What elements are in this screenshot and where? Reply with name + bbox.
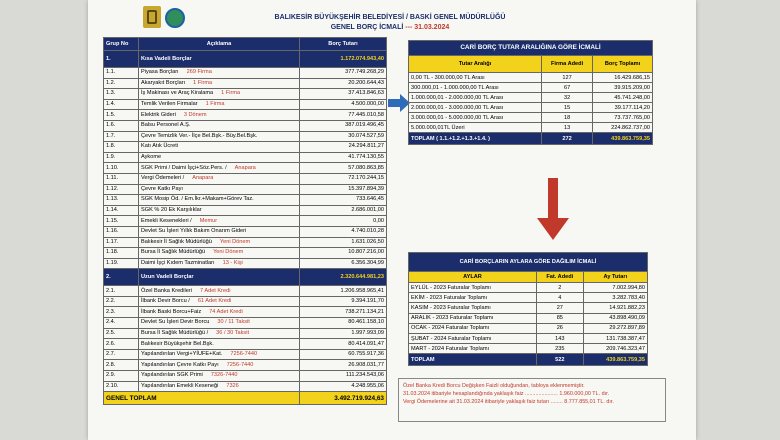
row-desc-text: Aykome bbox=[141, 154, 162, 161]
row-desc-text: Temlik Verilen Firmalar bbox=[141, 101, 198, 108]
row-note bbox=[214, 341, 222, 347]
row-no: 1.4. bbox=[104, 99, 139, 110]
month-count: 26 bbox=[536, 323, 583, 333]
table-row bbox=[104, 205, 387, 216]
row-desc-text: Çevre Katkı Payı bbox=[141, 185, 183, 192]
month-count: 2 bbox=[536, 283, 583, 293]
range-row bbox=[409, 103, 653, 113]
row-no: 1.10. bbox=[104, 163, 139, 174]
note-line-2: 31.03.2024 itibariyle hesaplandığında yaklaşık faiz ...................... bbox=[403, 391, 558, 397]
table-row bbox=[104, 248, 387, 259]
row-desc-text: Akaryakıt Borçları bbox=[141, 79, 186, 86]
range-count: 18 bbox=[542, 113, 593, 123]
row-amount: 60.755.917,36 bbox=[300, 349, 387, 360]
month-row bbox=[409, 313, 648, 323]
month-label: ŞUBAT - 2024 Faturalar Toplamı bbox=[409, 333, 537, 343]
row-description bbox=[139, 68, 300, 79]
header-title: BALIKESİR BÜYÜKŞEHİR BELEDİYESİ / BASKİ GENEL MÜDÜRLÜĞÜ bbox=[274, 14, 506, 21]
document-header bbox=[200, 14, 580, 31]
section-label: Uzun Vadeli Borçlar bbox=[139, 269, 300, 286]
row-description bbox=[139, 286, 300, 297]
row-amount: 0,00 bbox=[300, 216, 387, 227]
row-desc-text: Emekli Keseneklerі / bbox=[141, 217, 192, 224]
month-header-amount: Ay Tutarı bbox=[583, 272, 647, 283]
row-description bbox=[139, 78, 300, 89]
month-total-row bbox=[409, 354, 648, 366]
range-row bbox=[409, 123, 653, 133]
month-label: EYLÜL - 2023 Faturalar Toplamı bbox=[409, 283, 537, 293]
row-desc-text: İş Makinası ve Araç Kiralama bbox=[141, 90, 214, 97]
month-total-amount: 439.863.759,35 bbox=[583, 354, 647, 366]
row-note bbox=[254, 196, 262, 202]
row-note: Anapara bbox=[234, 164, 256, 171]
range-total-amount: 439.863.759,35 bbox=[592, 133, 652, 145]
row-description bbox=[139, 195, 300, 206]
general-debt-table bbox=[103, 37, 387, 405]
row-note: 61 Adet Kredi bbox=[197, 298, 232, 305]
header-subtitle: GENEL BORÇ İCMALİ bbox=[330, 24, 404, 31]
range-label: 3.000.000,01 - 5.000.000,00 TL Arası bbox=[409, 113, 542, 123]
table-row bbox=[104, 328, 387, 339]
row-amount: 1.631.026,50 bbox=[300, 237, 387, 248]
range-total-row bbox=[409, 133, 653, 145]
month-label: EKİM - 2023 Faturalar Toplamı bbox=[409, 293, 537, 303]
row-description bbox=[139, 142, 300, 153]
row-desc-text: Özel Banka Kredileri bbox=[141, 287, 192, 294]
month-amount: 43.898.490,09 bbox=[583, 313, 647, 323]
interest-notes bbox=[398, 378, 666, 422]
row-description bbox=[139, 371, 300, 382]
row-desc-text: Bursa İl Sağlık Müdürlüğü / bbox=[141, 329, 209, 336]
month-row bbox=[409, 344, 648, 354]
row-note: 7326-7440 bbox=[210, 372, 238, 379]
table-row bbox=[104, 142, 387, 153]
month-count: 235 bbox=[536, 344, 583, 354]
month-total-count: 522 bbox=[536, 354, 583, 366]
row-note: 74 Adet Kredi bbox=[209, 308, 243, 315]
table-row bbox=[104, 173, 387, 184]
range-header-row bbox=[409, 56, 653, 73]
row-no: 2.3. bbox=[104, 307, 139, 318]
range-amount: 39.177.114,20 bbox=[592, 103, 652, 113]
range-amount: 39.915.209,00 bbox=[592, 83, 652, 93]
row-description bbox=[139, 339, 300, 350]
row-no: 1.9. bbox=[104, 152, 139, 163]
total-label: GENEL TOPLAM bbox=[104, 392, 300, 405]
header-group-no: Grup No bbox=[104, 38, 139, 51]
note-line-1: Özel Banka Kredi Borcu Değişken Faizli olduğundan, tabloya eklenmemiştir. bbox=[403, 383, 585, 389]
row-desc-text: SGK Mosip Öd. / Em.İkr.+Makam+Görev Taz. bbox=[141, 196, 254, 203]
month-row bbox=[409, 303, 648, 313]
table-row bbox=[104, 371, 387, 382]
row-note: 269 Firma bbox=[186, 69, 212, 76]
range-label: 1.000.000,01 - 2.000.000,00 TL Arası bbox=[409, 93, 542, 103]
row-desc-text: Daimi İşçi Kıdem Tazminatları bbox=[141, 259, 215, 266]
row-description bbox=[139, 216, 300, 227]
note-line-2-value: 1.960.000,00 TL. dır. bbox=[559, 391, 610, 397]
table-row bbox=[104, 131, 387, 142]
row-no: 1.14. bbox=[104, 205, 139, 216]
row-amount: 37.413.846,63 bbox=[300, 89, 387, 100]
row-amount: 1.997.993,09 bbox=[300, 328, 387, 339]
table-row bbox=[104, 286, 387, 297]
range-count: 127 bbox=[542, 73, 593, 83]
section-row bbox=[104, 51, 387, 68]
row-note: Anapara bbox=[192, 175, 214, 182]
row-amount: 24.294.811,27 bbox=[300, 142, 387, 153]
row-description bbox=[139, 328, 300, 339]
row-amount: 72.170.244,15 bbox=[300, 173, 387, 184]
table-row bbox=[104, 195, 387, 206]
month-row bbox=[409, 293, 648, 303]
row-note: 1 Firma bbox=[193, 79, 213, 86]
row-desc-text: Balıkesir Büyükşehir Bel.Bşk. bbox=[141, 340, 214, 347]
row-description bbox=[139, 248, 300, 259]
row-no: 1.15. bbox=[104, 216, 139, 227]
row-description bbox=[139, 205, 300, 216]
month-title-row bbox=[409, 253, 648, 272]
row-note: 7256-7440 bbox=[230, 351, 258, 358]
row-no: 1.13. bbox=[104, 195, 139, 206]
row-note bbox=[246, 228, 254, 234]
range-label: 2.000.000,01 - 3.000.000,00 TL Arası bbox=[409, 103, 542, 113]
row-no: 2.10. bbox=[104, 381, 139, 392]
row-no: 1.3. bbox=[104, 89, 139, 100]
range-label: 0,00 TL - 300.000,00 TL Arası bbox=[409, 73, 542, 83]
row-amount: 9.394.191,70 bbox=[300, 296, 387, 307]
month-amount: 7.002.994,80 bbox=[583, 283, 647, 293]
row-desc-text: Elektrik Gideri bbox=[141, 111, 176, 118]
row-desc-text: SGK % 20 Ek Karşılıklar bbox=[141, 207, 202, 214]
range-amount: 45.741.248,00 bbox=[592, 93, 652, 103]
row-description bbox=[139, 296, 300, 307]
row-desc-text: İlbank Devir Borcu / bbox=[141, 298, 190, 305]
row-note bbox=[161, 154, 169, 160]
range-amount: 73.737.765,00 bbox=[592, 113, 652, 123]
table-row bbox=[104, 163, 387, 174]
month-label: ARALIK - 2023 Faturalar Toplamı bbox=[409, 313, 537, 323]
row-amount: 4.740.010,28 bbox=[300, 226, 387, 237]
row-no: 1.12. bbox=[104, 184, 139, 195]
row-amount: 111.234.543,06 bbox=[300, 371, 387, 382]
arrow-right-icon bbox=[388, 94, 410, 112]
range-label: 5.000.000,01TL Üzeri bbox=[409, 123, 542, 133]
table-row bbox=[104, 296, 387, 307]
range-amount: 224.862.737,00 bbox=[592, 123, 652, 133]
monthly-summary-table bbox=[408, 252, 648, 366]
row-desc-text: Çevre Temizlik Ver.- İlçe Bel.Bşk.- Büy.Bel.Bşk. bbox=[141, 132, 258, 139]
row-desc-text: Devlet Su İşleri Yıllık Bakım Onarım Gideri bbox=[141, 228, 247, 235]
month-count: 27 bbox=[536, 303, 583, 313]
row-amount: 377.749.268,29 bbox=[300, 68, 387, 79]
month-row bbox=[409, 333, 648, 343]
row-no: 2.6. bbox=[104, 339, 139, 350]
row-desc-text: Yapılandırılan Emekli Keseneği bbox=[141, 382, 219, 389]
header-description: Açıklama bbox=[139, 38, 300, 51]
row-description bbox=[139, 163, 300, 174]
row-amount: 20.200.644,43 bbox=[300, 78, 387, 89]
total-amount: 3.492.719.924,63 bbox=[300, 392, 387, 405]
table-row bbox=[104, 78, 387, 89]
range-row bbox=[409, 113, 653, 123]
row-amount: 2.686.001,00 bbox=[300, 205, 387, 216]
row-description bbox=[139, 110, 300, 121]
table-row bbox=[104, 68, 387, 79]
row-description bbox=[139, 152, 300, 163]
month-count: 143 bbox=[536, 333, 583, 343]
row-amount: 80.414.091,47 bbox=[300, 339, 387, 350]
row-desc-text: SGK Primi / Daimi İşçi+Söz.Pers. / bbox=[141, 164, 227, 171]
row-amount: 77.445.010,58 bbox=[300, 110, 387, 121]
row-description bbox=[139, 226, 300, 237]
header-date: --- 31.03.2024 bbox=[405, 24, 450, 31]
row-description bbox=[139, 120, 300, 131]
table-row bbox=[104, 152, 387, 163]
table-row bbox=[104, 381, 387, 392]
row-no: 1.17. bbox=[104, 237, 139, 248]
month-amount: 29.272.897,89 bbox=[583, 323, 647, 333]
month-header-row bbox=[409, 272, 648, 283]
section-no: 1. bbox=[104, 51, 139, 68]
baski-logo bbox=[143, 6, 161, 28]
row-note: 1 Firma bbox=[205, 101, 225, 108]
range-row bbox=[409, 93, 653, 103]
row-amount: 738.271.134,21 bbox=[300, 307, 387, 318]
row-no: 2.8. bbox=[104, 360, 139, 371]
row-no: 1.1. bbox=[104, 68, 139, 79]
section-amount: 1.172.074.943,40 bbox=[300, 51, 387, 68]
row-amount: 41.774.130,55 bbox=[300, 152, 387, 163]
month-row bbox=[409, 323, 648, 333]
row-description bbox=[139, 99, 300, 110]
row-no: 1.8. bbox=[104, 142, 139, 153]
month-label: MART - 2024 Faturalar Toplamı bbox=[409, 344, 537, 354]
range-count: 15 bbox=[542, 103, 593, 113]
range-row bbox=[409, 83, 653, 93]
table-header-row bbox=[104, 38, 387, 51]
month-count: 4 bbox=[536, 293, 583, 303]
row-description bbox=[139, 381, 300, 392]
row-desc-text: Balıkesir İl Sağlık Müdürlüğü bbox=[141, 238, 212, 245]
range-count: 67 bbox=[542, 83, 593, 93]
row-desc-text: İlbank Baski Borcu+Faiz bbox=[141, 308, 202, 315]
table-row bbox=[104, 318, 387, 329]
row-amount: 6.356.304,99 bbox=[300, 258, 387, 269]
range-header-count: Firma Adedi bbox=[542, 56, 593, 73]
row-note: 13 - Kişi bbox=[222, 259, 243, 266]
row-no: 2.4. bbox=[104, 318, 139, 329]
row-amount: 10.807.216,00 bbox=[300, 248, 387, 259]
row-amount: 57.080.863,85 bbox=[300, 163, 387, 174]
row-note: Yeni Dönem bbox=[219, 238, 251, 245]
row-note bbox=[202, 207, 210, 213]
row-no: 1.19. bbox=[104, 258, 139, 269]
row-no: 1.6. bbox=[104, 120, 139, 131]
row-amount: 15.397.894,39 bbox=[300, 184, 387, 195]
row-no: 2.9. bbox=[104, 371, 139, 382]
month-title: CARİ BORÇLARIN AYLARA GÖRE DAĞILIM İCMALİ bbox=[409, 253, 648, 272]
row-note: 36 / 30 Taksit bbox=[216, 329, 250, 336]
table-row bbox=[104, 349, 387, 360]
row-no: 2.2. bbox=[104, 296, 139, 307]
row-description bbox=[139, 131, 300, 142]
range-amount: 16.429.686,15 bbox=[592, 73, 652, 83]
month-amount: 3.282.783,40 bbox=[583, 293, 647, 303]
table-row bbox=[104, 120, 387, 131]
row-desc-text: Devlet Su İşleri Devir Borcu bbox=[141, 319, 210, 326]
range-total-label: TOPLAM ( 1.1.+1.2.+1.3.+1.4. ) bbox=[409, 133, 542, 145]
row-amount: 733.646,45 bbox=[300, 195, 387, 206]
table-row bbox=[104, 184, 387, 195]
note-line-3-value: 8.777.855,01 TL. dır. bbox=[564, 399, 614, 405]
row-description bbox=[139, 349, 300, 360]
row-desc-text: Yapılandırılan Vergi+YİUFE+Kat. bbox=[141, 351, 223, 358]
table-row bbox=[104, 360, 387, 371]
row-amount: 4.248.955,06 bbox=[300, 381, 387, 392]
row-note bbox=[183, 186, 191, 192]
row-note: 7256-7440 bbox=[226, 361, 254, 368]
range-header-range: Tutar Aralığı bbox=[409, 56, 542, 73]
row-note: 1 Firma bbox=[221, 90, 241, 97]
range-total-count: 272 bbox=[542, 133, 593, 145]
section-row bbox=[104, 269, 387, 286]
row-description bbox=[139, 307, 300, 318]
row-desc-text: Piyasa Borçları bbox=[141, 69, 179, 76]
row-no: 2.5. bbox=[104, 328, 139, 339]
month-label: KASIM - 2023 Faturalar Toplamı bbox=[409, 303, 537, 313]
range-title: CARİ BORÇ TUTAR ARALIĞINA GÖRE İCMALİ bbox=[409, 41, 653, 56]
month-label: OCAK - 2024 Faturalar Toplamı bbox=[409, 323, 537, 333]
row-amount: 26.908.031,77 bbox=[300, 360, 387, 371]
row-amount: 30.074.527,59 bbox=[300, 131, 387, 142]
range-row bbox=[409, 73, 653, 83]
section-label: Kısa Vadeli Borçlar bbox=[139, 51, 300, 68]
month-count: 85 bbox=[536, 313, 583, 323]
row-note: 30 / 11 Taksit bbox=[217, 319, 250, 326]
note-line-3: Vergi Ödemelerine ait 31.03.2024 itibariyle yaklaşık faiz tutarı ........ bbox=[403, 399, 563, 405]
section-amount: 2.320.644.981,23 bbox=[300, 269, 387, 286]
month-amount: 14.921.882,23 bbox=[583, 303, 647, 313]
row-description bbox=[139, 360, 300, 371]
row-note: Yeni Dönem bbox=[213, 249, 244, 256]
row-no: 1.16. bbox=[104, 226, 139, 237]
municipality-logo bbox=[165, 8, 185, 28]
header-amount: Borç Tutarı bbox=[300, 38, 387, 51]
month-amount: 131.738.387,47 bbox=[583, 333, 647, 343]
row-note bbox=[257, 133, 265, 139]
range-summary-table bbox=[408, 40, 653, 145]
section-no: 2. bbox=[104, 269, 139, 286]
row-note bbox=[190, 122, 198, 128]
row-desc-text: Yapılandırılan SGK Primi bbox=[141, 372, 203, 379]
row-description bbox=[139, 184, 300, 195]
row-note: 3 Dönem bbox=[183, 111, 207, 118]
row-description bbox=[139, 89, 300, 100]
row-no: 1.7. bbox=[104, 131, 139, 142]
total-row bbox=[104, 392, 387, 405]
month-total-label: TOPLAM bbox=[409, 354, 537, 366]
table-row bbox=[104, 258, 387, 269]
range-count: 32 bbox=[542, 93, 593, 103]
month-amount: 209.746.323,47 bbox=[583, 344, 647, 354]
row-amount: 4.500.000,00 bbox=[300, 99, 387, 110]
row-no: 1.5. bbox=[104, 110, 139, 121]
table-row bbox=[104, 237, 387, 248]
table-row bbox=[104, 99, 387, 110]
row-description bbox=[139, 237, 300, 248]
row-note: 7 Adet Kredi bbox=[200, 287, 231, 294]
range-header-amount: Borç Toplamı bbox=[592, 56, 652, 73]
row-description bbox=[139, 318, 300, 329]
range-title-row bbox=[409, 41, 653, 56]
row-amount: 1.206.958.965,41 bbox=[300, 286, 387, 297]
table-row bbox=[104, 216, 387, 227]
row-description bbox=[139, 173, 300, 184]
month-row bbox=[409, 283, 648, 293]
month-header-month: AYLAR bbox=[409, 272, 537, 283]
row-no: 2.1. bbox=[104, 286, 139, 297]
row-amount: 80.461.158,10 bbox=[300, 318, 387, 329]
table-row bbox=[104, 339, 387, 350]
row-desc-text: Bursa İl Sağlık Müdürlüğü bbox=[141, 249, 206, 256]
table-row bbox=[104, 110, 387, 121]
row-description bbox=[139, 258, 300, 269]
arrow-down-icon bbox=[537, 178, 569, 240]
row-desc-text: Katı Atık Ücreti bbox=[141, 143, 178, 150]
range-count: 13 bbox=[542, 123, 593, 133]
row-desc-text: Yapılandırılan Çevre Katkı Payı bbox=[141, 361, 219, 368]
row-note: Memur bbox=[199, 217, 218, 224]
row-no: 2.7. bbox=[104, 349, 139, 360]
month-header-count: Fat. Adedi bbox=[536, 272, 583, 283]
range-label: 300.000,01 - 1.000.000,00 TL Arası bbox=[409, 83, 542, 93]
row-note: 7326 bbox=[226, 382, 239, 389]
table-row bbox=[104, 226, 387, 237]
row-desc-text: Balsu Personel A.Ş. bbox=[141, 122, 191, 129]
table-row bbox=[104, 89, 387, 100]
row-no: 1.11. bbox=[104, 173, 139, 184]
row-note bbox=[178, 143, 186, 149]
row-no: 1.18. bbox=[104, 248, 139, 259]
row-no: 1.2. bbox=[104, 78, 139, 89]
table-row bbox=[104, 307, 387, 318]
row-amount: 387.019.496,45 bbox=[300, 120, 387, 131]
row-desc-text: Vergi Ödemeleri / bbox=[141, 175, 185, 182]
